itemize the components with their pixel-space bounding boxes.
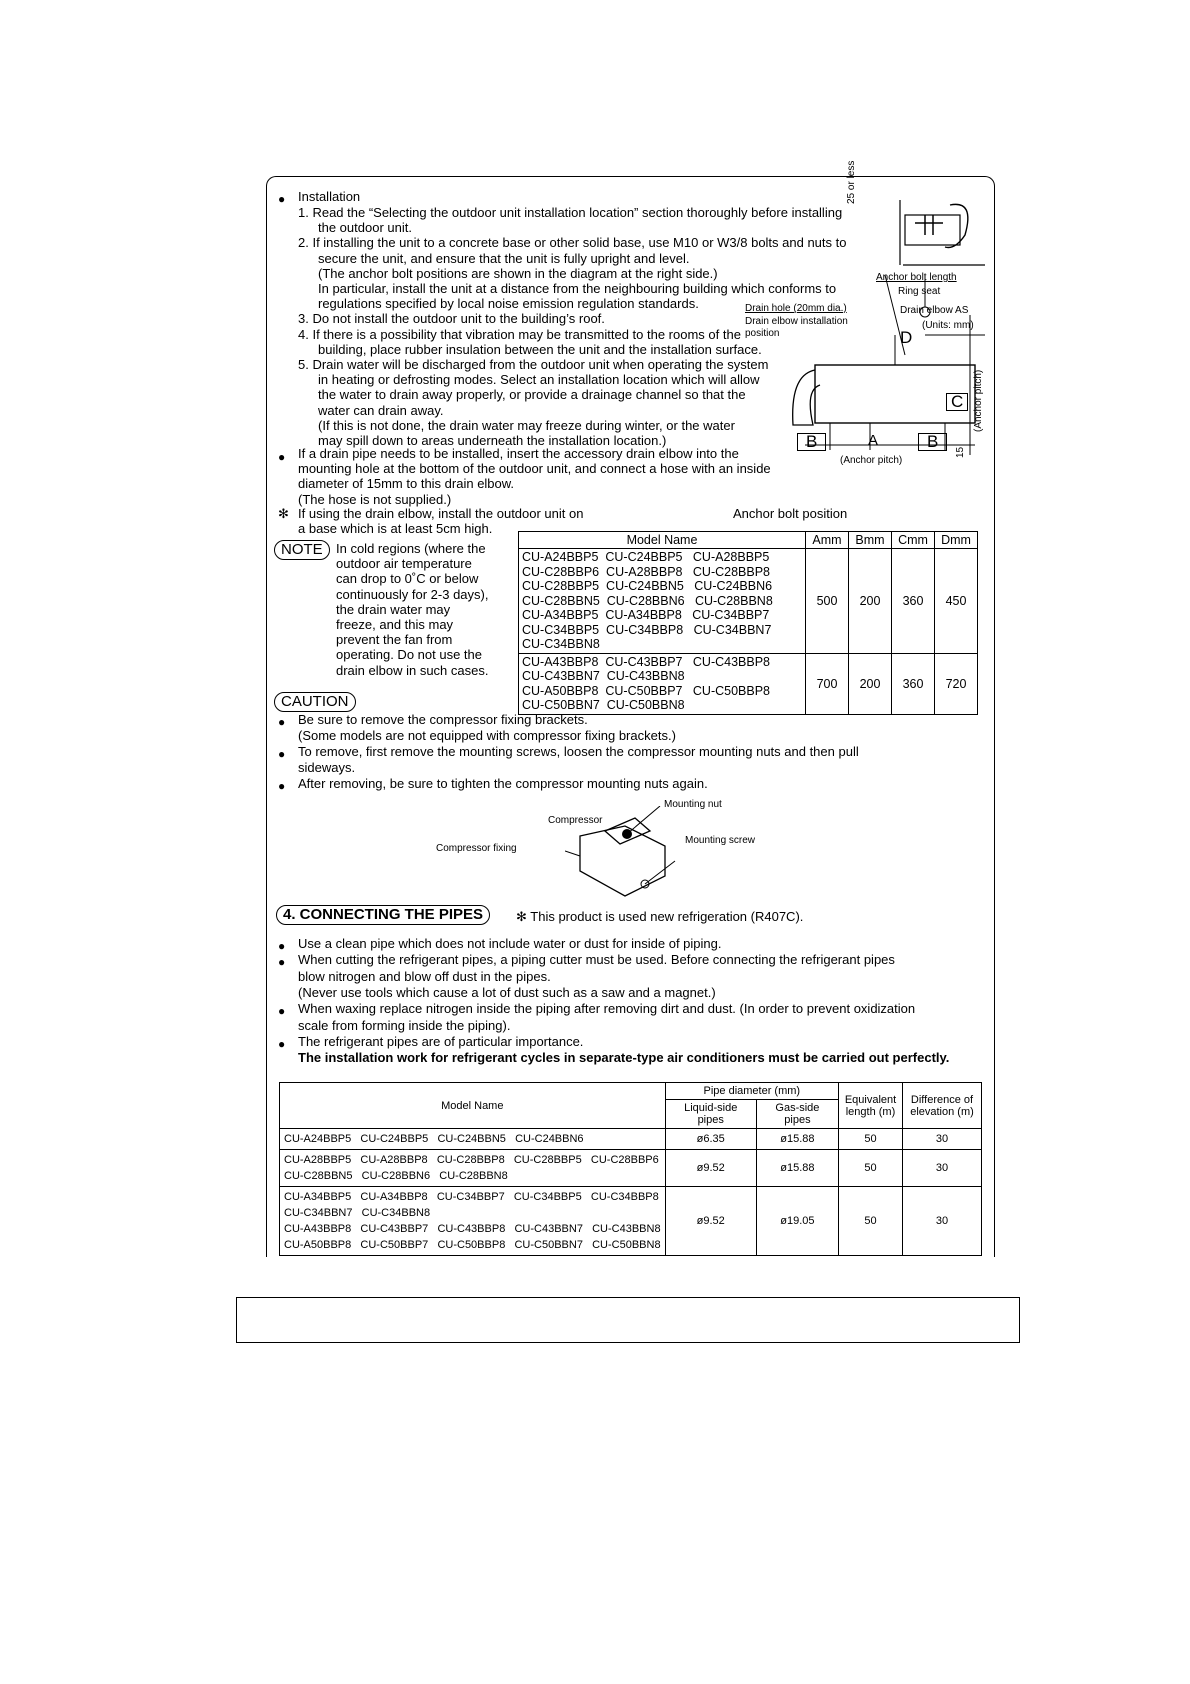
text-line: 5. Drain water will be discharged from the outdoor unit when operating the system: [298, 357, 769, 372]
dim-a-label: A: [868, 432, 879, 449]
liquid-value: ø9.52: [665, 1150, 756, 1187]
dim-25-label: 25 or less: [846, 160, 857, 204]
text-line: (Never use tools which cause a lot of dust such as a saw and a magnet.): [298, 984, 716, 1000]
dim-c-label: C: [946, 393, 968, 411]
text-line: freeze, and this may: [336, 617, 454, 632]
text-line: If using the drain elbow, install the outdoor unit on: [298, 506, 584, 521]
dim-15-label: 15: [955, 446, 966, 458]
model-name: CU-C34BBP5 CU-C34BBP8 CU-C34BBN7: [522, 622, 772, 637]
dim-b-left-label: B: [797, 433, 826, 451]
text-line: 4. If there is a possibility that vibration may be transmitted to the rooms of the: [298, 326, 741, 342]
bullet-icon: ●: [278, 715, 286, 729]
text-line: diameter of 15mm to this drain elbow.: [298, 476, 515, 492]
text-line: The installation work for refrigerant cycles in separate-type air conditioners must be carried out perfectly.: [298, 1050, 950, 1066]
text-line: outdoor air temperature: [336, 556, 472, 572]
model-name: CU-A50BBP8 CU-C50BBP7 CU-C50BBP8 CU-C50BBN7 CU-C50BBN8: [284, 1239, 661, 1251]
section-title-connecting-pipes: 4. CONNECTING THE PIPES: [276, 905, 490, 925]
text-line: If a drain pipe needs to be installed, insert the accessory drain elbow into the: [298, 446, 739, 461]
text-line: blow nitrogen and blow off dust in the pipes.: [298, 968, 551, 984]
dimension-value: 200: [849, 549, 892, 654]
bullet-icon: ●: [278, 939, 286, 953]
note-badge: NOTE: [274, 540, 330, 560]
model-name: CU-A24BBP5 CU-C24BBP5 CU-C24BBN5 CU-C24BBN6: [284, 1133, 584, 1145]
text-line: 1. Read the “Selecting the outdoor unit installation location” section thoroughly before installing: [298, 205, 843, 220]
text-line: in heating or defrosting modes. Select an installation location which will allow: [318, 372, 760, 388]
text-line: operating. Do not use the: [336, 647, 482, 663]
dimension-value: 700: [806, 653, 849, 714]
text-line: regulations specified by local noise emission regulation standards.: [318, 296, 699, 312]
model-names-cell: [519, 549, 806, 654]
text-line: To remove, first remove the mounting screws, loosen the compressor mounting nuts and then pull: [298, 744, 859, 759]
model-name: CU-C50BBN7 CU-C50BBN8: [522, 698, 685, 712]
equiv-value: 50: [839, 1150, 903, 1187]
model-name: CU-C34BBN7 CU-C34BBN8: [284, 1207, 431, 1219]
dimension-value: 500: [806, 549, 849, 654]
col-elevation-difference: Difference of elevation (m): [903, 1083, 982, 1129]
text-line: prevent the fan from: [336, 632, 453, 648]
model-names-cell: [519, 653, 806, 714]
anchor-pitch-vertical-label: (Anchor pitch): [973, 369, 984, 432]
model-names-cell: [280, 1150, 666, 1187]
text-line: sideways.: [298, 760, 356, 775]
model-name: CU-A28BBP5 CU-A28BBP8 CU-C28BBP8 CU-C28BBP5 CU-C28BBP6: [284, 1154, 659, 1166]
model-names-cell: [280, 1129, 666, 1150]
text-line: (The anchor bolt positions are shown in the diagram at the right side.): [318, 265, 718, 281]
diff-value: 30: [903, 1129, 982, 1150]
model-name: CU-C28BBP5 CU-C24BBN5 CU-C24BBN6: [522, 579, 773, 593]
text-line: drain elbow in such cases.: [336, 662, 489, 678]
refrigerant-note: ✻ This product is used new refrigeration (R407C).: [516, 909, 804, 924]
model-names-cell: [280, 1187, 666, 1256]
bullet-icon: ●: [278, 1004, 286, 1019]
text-line: (If this is not done, the drain water may freeze during winter, or the water: [318, 417, 735, 433]
units-label: (Units: mm): [922, 320, 974, 331]
model-name: CU-C28BBP6 CU-A28BBP8 CU-C28BBP8: [522, 564, 771, 579]
col-model-name: Model Name: [519, 532, 806, 549]
text-line: Use a clean pipe which does not include water or dust for inside of piping.: [298, 936, 722, 951]
text-line: 3. Do not install the outdoor unit to the building’s roof.: [298, 311, 605, 327]
equiv-value: 50: [839, 1129, 903, 1150]
table-header-row: [280, 1083, 982, 1100]
bullet-icon: ●: [278, 192, 286, 206]
text-line: can drop to 0˚C or below: [336, 571, 479, 587]
bullet-icon: ●: [278, 955, 286, 970]
dimension-value: 200: [849, 653, 892, 714]
text-line: may spill down to areas underneath the installation location.): [318, 433, 667, 448]
diff-value: 30: [903, 1187, 982, 1256]
text-line: After removing, be sure to tighten the compressor mounting nuts again.: [298, 776, 708, 791]
drain-elbow-as-label: Drain elbow AS: [900, 305, 969, 316]
table-header-row: [519, 532, 978, 549]
installation-heading: Installation: [298, 189, 361, 204]
drain-hole-label: Drain hole (20mm dia.): [745, 303, 847, 314]
col-amm: Amm: [806, 532, 849, 549]
anchor-bolt-position-caption: Anchor bolt position: [733, 506, 848, 521]
text-line: (Some models are not equipped with compressor fixing brackets.): [298, 728, 676, 743]
table-row: [519, 549, 978, 654]
text-line: continuously for 2-3 days),: [336, 586, 489, 602]
text-line: scale from forming inside the piping).: [298, 1017, 511, 1033]
col-model-name: Model Name: [280, 1083, 666, 1129]
col-equivalent-length: Equivalent length (m): [839, 1083, 903, 1129]
bullet-icon: ●: [278, 450, 286, 464]
footer-box: [236, 1297, 1020, 1343]
anchor-bolt-table: [518, 531, 978, 715]
anchor-bolt-length-label: Anchor bolt length: [876, 272, 957, 283]
text-line: Be sure to remove the compressor fixing brackets.: [298, 712, 588, 727]
col-liquid-side: Liquid-side pipes: [665, 1100, 756, 1129]
text-line: 2. If installing the unit to a concrete base or other solid base, use M10 or W3/8 bolts and nuts to: [298, 235, 847, 251]
liquid-value: ø9.52: [665, 1187, 756, 1256]
text-line: the drain water may: [336, 601, 451, 617]
table-row: [280, 1150, 982, 1187]
text-line: mounting hole at the bottom of the outdoor unit, and connect a hose with an inside: [298, 461, 771, 477]
bullet-icon: ●: [278, 747, 286, 761]
gas-value: ø15.88: [756, 1129, 838, 1150]
model-name: CU-C43BBN7 CU-C43BBN8: [522, 669, 685, 683]
col-pipe-diameter: Pipe diameter (mm): [665, 1083, 838, 1100]
col-dmm: Dmm: [935, 532, 978, 549]
asterisk-icon: ✻: [278, 506, 289, 521]
dimension-value: 450: [935, 549, 978, 654]
model-name: CU-C34BBN8: [522, 637, 600, 651]
col-gas-side: Gas-side pipes: [756, 1100, 838, 1129]
model-name: CU-A24BBP5 CU-C24BBP5 CU-A28BBP5: [522, 550, 770, 564]
model-name: CU-C28BBN5 CU-C28BBN6 CU-C28BBN8: [284, 1170, 508, 1182]
text-line: The refrigerant pipes are of particular importance.: [298, 1033, 584, 1049]
text-line: In cold regions (where the: [336, 541, 486, 556]
compressor-fixing-label: Compressor fixing: [436, 843, 517, 854]
model-name: CU-A43BBP8 CU-C43BBP7 CU-C43BBP8 CU-C43BBN7 CU-C43BBN8: [284, 1223, 661, 1235]
bullet-icon: ●: [278, 1036, 286, 1051]
text-line: When waxing replace nitrogen inside the piping after removing dirt and dust. (In order to prevent oxidization: [298, 1001, 916, 1017]
anchor-diagram: [775, 195, 985, 470]
anchor-pitch-label: (Anchor pitch): [840, 455, 903, 466]
col-bmm: Bmm: [849, 532, 892, 549]
dimension-value: 720: [935, 653, 978, 714]
ring-seat-label: Ring seat: [898, 286, 941, 297]
text-line: the outdoor unit.: [318, 220, 412, 236]
dimension-value: 360: [892, 653, 935, 714]
model-name: CU-A34BBP5 CU-A34BBP8 CU-C34BBP7: [522, 608, 770, 622]
drain-elbow-installation-label: Drain elbow installation: [745, 316, 848, 327]
dim-b-right-label: B: [918, 433, 947, 451]
bullet-icon: ●: [278, 779, 286, 793]
diff-value: 30: [903, 1150, 982, 1187]
model-name: CU-A50BBP8 CU-C50BBP7 CU-C50BBP8: [522, 683, 771, 698]
col-cmm: Cmm: [892, 532, 935, 549]
text-line: the water to drain away properly, or provide a drainage channel so that the: [318, 387, 746, 403]
table-row: [519, 653, 978, 714]
text-line: (The hose is not supplied.): [298, 491, 452, 507]
table-row: [280, 1129, 982, 1150]
text-line: In particular, install the unit at a distance from the neighbouring building which conforms to: [318, 281, 837, 296]
gas-value: ø15.88: [756, 1150, 838, 1187]
text-line: secure the unit, and ensure that the unit is fully upright and level.: [318, 250, 690, 266]
text-line: building, place rubber insulation between the unit and the installation surface.: [318, 341, 762, 357]
compressor-label: Compressor: [548, 815, 603, 826]
caution-badge: CAUTION: [274, 692, 356, 712]
text-line: water can drain away.: [318, 402, 444, 418]
gas-value: ø19.05: [756, 1187, 838, 1256]
model-name: CU-A34BBP5 CU-A34BBP8 CU-C34BBP7 CU-C34BBP5 CU-C34BBP8: [284, 1191, 659, 1203]
dim-d-label: D: [900, 328, 913, 347]
table-row: [280, 1187, 982, 1256]
equiv-value: 50: [839, 1187, 903, 1256]
dimension-value: 360: [892, 549, 935, 654]
text-line: a base which is at least 5cm high.: [298, 521, 493, 537]
pipe-spec-table: [279, 1082, 982, 1256]
position-label: position: [745, 328, 780, 339]
mounting-nut-label: Mounting nut: [664, 799, 722, 810]
liquid-value: ø6.35: [665, 1129, 756, 1150]
mounting-screw-label: Mounting screw: [685, 835, 756, 846]
model-name: CU-A43BBP8 CU-C43BBP7 CU-C43BBP8: [522, 654, 771, 669]
text-line: When cutting the refrigerant pipes, a piping cutter must be used. Before connecting the refrigerant pipes: [298, 952, 895, 968]
model-name: CU-C28BBN5 CU-C28BBN6 CU-C28BBN8: [522, 593, 773, 608]
